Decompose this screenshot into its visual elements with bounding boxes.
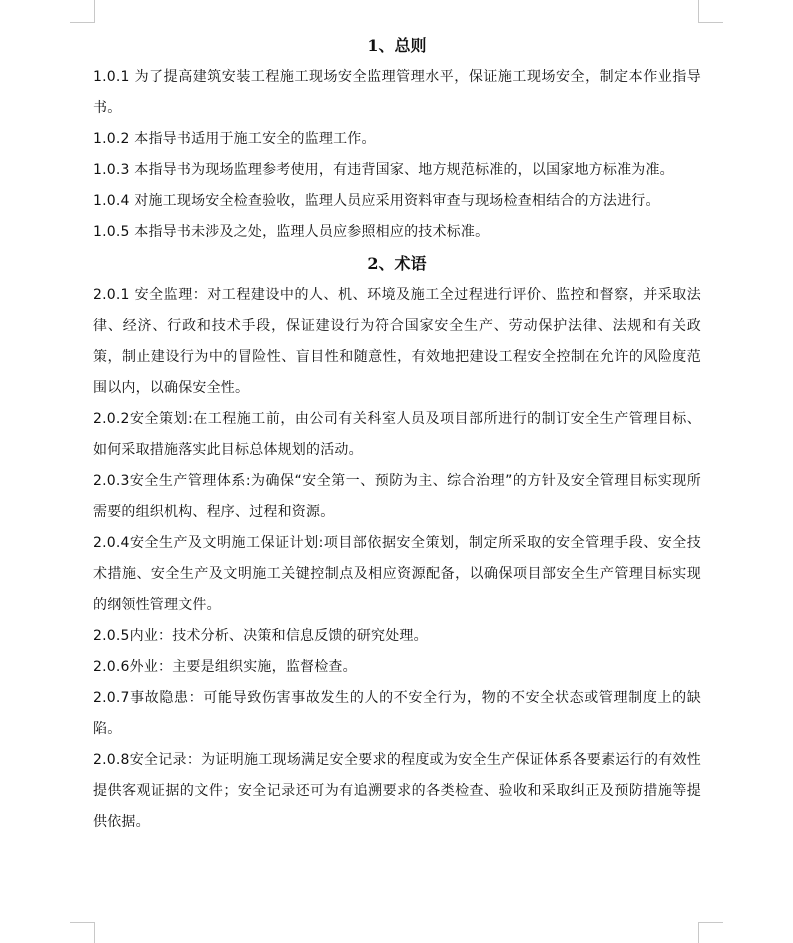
crop-mark-top-right [698,0,723,23]
clause-2-0-2: 2.0.2安全策划:在工程施工前，由公司有关科室人员及项目部所进行的制订安全生产管理目标、如何采取措施落实此目标总体规划的活动。 [93,411,701,458]
document-body [93,30,701,838]
clause-2-0-7: 2.0.7事故隐患：可能导致伤害事故发生的人的不安全行为，物的不安全状态或管理制度上的缺陷。 [93,690,701,737]
clause-2-0-3: 2.0.3安全生产管理体系:为确保“安全第一、预防为主、综合治理”的方针及安全管理目标实现所需要的组织机构、程序、过程和资源。 [93,473,701,520]
clause-1-0-5: 1.0.5 本指导书未涉及之处，监理人员应参照相应的技术标准。 [93,224,490,240]
crop-mark-bottom-right [698,922,723,943]
clause-2-0-8: 2.0.8安全记录：为证明施工现场满足安全要求的程度或为安全生产保证体系各要素运行的有效性提供客观证据的文件；安全记录还可为有追溯要求的各类检查、验收和采取纠正及预防措施等提供依据。 [93,752,701,830]
crop-mark-top-left [70,0,95,23]
clause-2-0-4: 2.0.4安全生产及文明施工保证计划:项目部依据安全策划，制定所采取的安全管理手段、安全技术措施、安全生产及文明施工关键控制点及相应资源配备，以确保项目部安全生产管理目标实现的纲领性管理文件。 [93,535,701,613]
clause-1-0-4: 1.0.4 对施工现场安全检查验收，监理人员应采用资料审查与现场检查相结合的方法进行。 [93,193,660,209]
clause-2-0-6: 2.0.6外业：主要是组织实施，监督检查。 [93,659,357,675]
section-heading-terms: 2、术语 [367,254,427,273]
crop-mark-bottom-left [70,922,95,943]
clause-1-0-2: 1.0.2 本指导书适用于施工安全的监理工作。 [93,131,376,147]
clause-1-0-1: 1.0.1 为了提高建筑安装工程施工现场安全监理管理水平，保证施工现场安全，制定本作业指导书。 [93,69,701,116]
section-heading-general: 1、总则 [367,36,427,55]
clause-1-0-3: 1.0.3 本指导书为现场监理参考使用，有违背国家、地方规范标准的，以国家地方标准为准。 [93,162,674,178]
clause-2-0-1: 2.0.1 安全监理：对工程建设中的人、机、环境及施工全过程进行评价、监控和督察，并采取法律、经济、行政和技术手段，保证建设行为符合国家安全生产、劳动保护法律、法规和有关政策，制止建设行为中的冒险性、盲目性和随意性，有效地把建设工程安全控制在允许的风险度范围以内，以确保安全性。 [93,287,701,396]
clause-2-0-5: 2.0.5内业：技术分析、决策和信息反馈的研究处理。 [93,628,428,644]
